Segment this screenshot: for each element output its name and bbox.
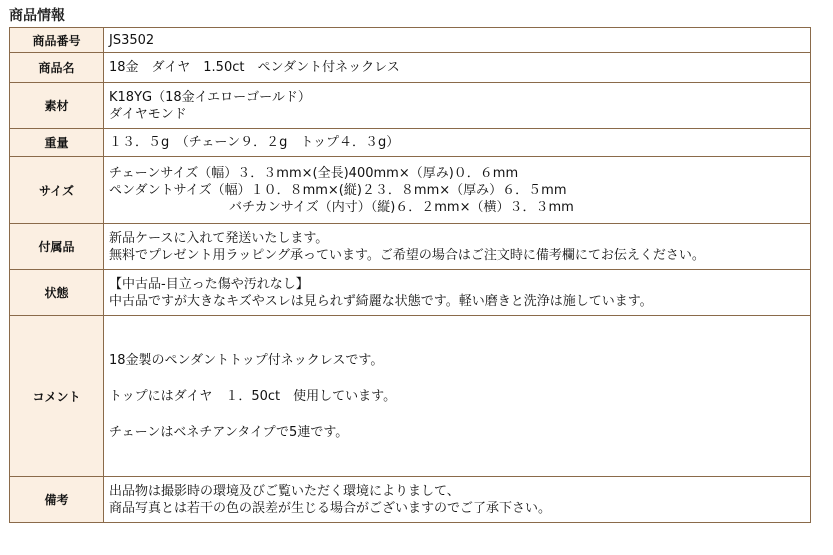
text-line: チェーンサイズ（幅）３．３mm×(全長)400mm×（厚み)０．６mm <box>109 165 519 181</box>
text-line: 18金製のペンダントトップ付ネックレスです。 <box>109 352 384 368</box>
weight-value: １３．５g （チェーン９．２g トップ４．３g） <box>104 129 811 157</box>
row-label: 状態 <box>10 270 104 316</box>
text-line: 商品写真とは若干の色の誤差が生じる場合がございますのでご了承下さい。 <box>109 500 552 516</box>
material-value <box>104 83 811 129</box>
text-line: トップにはダイヤ １．50ct 使用しています。 <box>109 388 397 404</box>
product-info-table <box>9 27 811 523</box>
text-line: K18YG（18金イエローゴールド） <box>109 89 311 105</box>
item-number-value: JS3502 <box>104 28 811 53</box>
table-row-condition <box>10 270 811 316</box>
product-name-value: 18金 ダイヤ 1.50ct ペンダント付ネックレス <box>104 53 811 83</box>
row-label: 備考 <box>10 477 104 523</box>
row-label: 商品番号 <box>10 28 104 53</box>
row-label: 付属品 <box>10 224 104 270</box>
text-line: バチカンサイズ（内寸）（縦)６．２mm×（横）３．３mm <box>229 199 574 215</box>
text-line: 出品物は撮影時の環境及びご覧いただく環境によりまして、 <box>109 483 460 499</box>
size-value <box>104 157 811 224</box>
condition-value <box>104 270 811 316</box>
table-row-notes <box>10 477 811 523</box>
row-label: サイズ <box>10 157 104 224</box>
text-line: ダイヤモンド <box>109 106 187 122</box>
table-row-comment <box>10 316 811 477</box>
row-label: 商品名 <box>10 53 104 83</box>
table-row-material <box>10 83 811 129</box>
table-row-item-no <box>10 28 811 53</box>
text-line: 新品ケースに入れて発送いたします。 <box>109 230 329 246</box>
table-row-size <box>10 157 811 224</box>
text-line: 中古品ですが大きなキズやスレは見られず綺麗な状態です。軽い磨きと洗浄は施しています。 <box>109 293 653 309</box>
row-label: 重量 <box>10 129 104 157</box>
table-row-accessories <box>10 224 811 270</box>
text-line: 【中古品-目立った傷や汚れなし】 <box>109 276 309 292</box>
comment-value <box>104 316 811 477</box>
row-label: コメント <box>10 316 104 477</box>
text-line: チェーンはベネチアンタイプで5連です。 <box>109 424 349 440</box>
table-row-weight <box>10 129 811 157</box>
page-title: 商品情報 <box>9 8 65 24</box>
text-line: 無料でプレゼント用ラッピング承っています。ご希望の場合はご注文時に備考欄にてお伝えください。 <box>109 247 705 263</box>
row-label: 素材 <box>10 83 104 129</box>
table-row-name <box>10 53 811 83</box>
text-line: ペンダントサイズ（幅）１０．８mm×(縦)２３．８mm×（厚み）６．５mm <box>109 182 567 198</box>
accessories-value <box>104 224 811 270</box>
notes-value <box>104 477 811 523</box>
